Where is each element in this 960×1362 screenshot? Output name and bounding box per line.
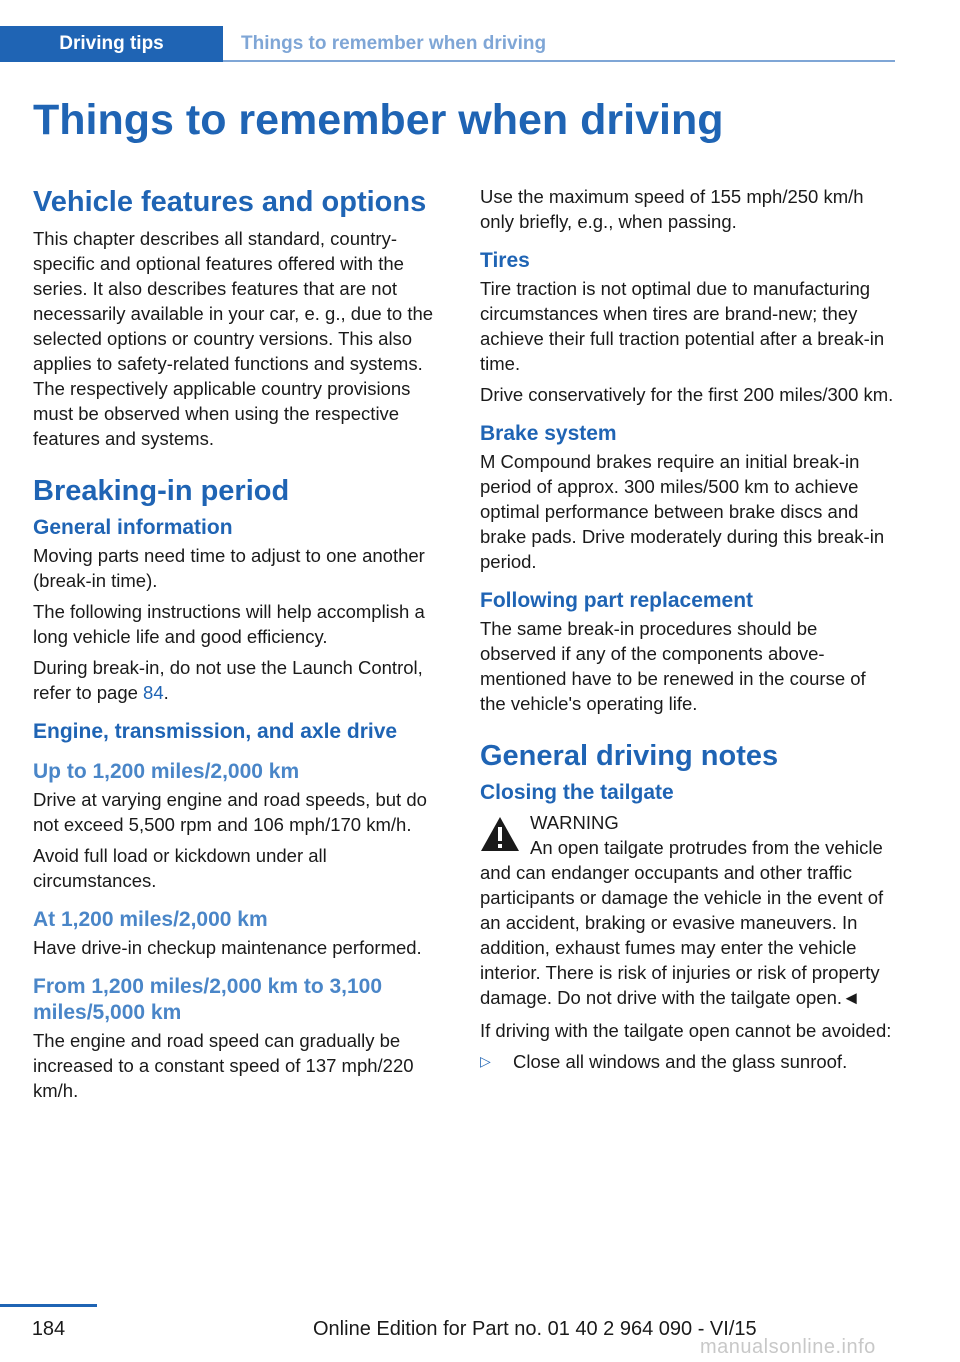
bullet-marker-icon: ▷ [480, 1053, 491, 1069]
brake-system-text: M Compound brakes require an initial break-in period of approx. 300 miles/500 km to achieve optimal performance between brake discs and brake pads. Drive moderately during this break-in period. [480, 451, 885, 572]
vehicle-features-text: This chapter describes all standard, country-specific and optional features offered with the series. It also describes features that are not necessarily available in your car, e. g., due to the selected options or country versions. This also applies to safety-related functions and systems. The respectively applicable country provisions must be observed when using the respective features and systems. [33, 228, 434, 449]
right-column [480, 184, 895, 1074]
vehicle-features-heading: Vehicle features and options [33, 186, 427, 218]
at-text: Have drive-in checkup maintenance performed. [33, 937, 422, 958]
page-number: 184 [31, 1318, 66, 1340]
launch-control-text-after: . [163, 682, 169, 703]
warning-label: WARNING [530, 812, 619, 833]
tires-text-1: Tire traction is not optimal due to manufacturing circumstances when tires are brand-new; they achieve their full traction potential after a break-in time. [480, 278, 885, 374]
tires-text-2: Drive conservatively for the first 200 miles/300 km. [480, 384, 894, 405]
chapter-tab: Driving tips [0, 26, 223, 62]
warning-block [480, 810, 895, 1010]
part-replacement-text: The same break-in procedures should be observed if any of the components above-mentioned have to be renewed in the course of the vehicle's operating life. [480, 618, 866, 714]
tires-heading: Tires [480, 249, 530, 272]
page-header [0, 26, 895, 62]
at-heading: At 1,200 miles/2,000 km [33, 908, 268, 931]
page-title: Things to remember when driving [33, 96, 724, 144]
up-to-heading: Up to 1,200 miles/2,000 km [33, 760, 300, 783]
left-column [33, 184, 448, 1109]
launch-control-text-before: During break-in, do not use the Launch Control, refer to page [33, 657, 423, 703]
max-speed-text: Use the maximum speed of 155 mph/250 km/h only briefly, e.g., when passing. [480, 186, 864, 232]
from-heading: From 1,200 miles/2,000 km to 3,100 miles/5,000 km [33, 975, 383, 1024]
warning-triangle-icon [480, 816, 520, 852]
watermark: manualsonline.info [700, 1336, 876, 1358]
warning-end-mark: ◄ [842, 987, 861, 1008]
warning-body: An open tailgate protrudes from the vehicle and can endanger occupants and other traffic participants or damage the vehicle in the event of an accident, braking or evasive maneuvers. In addition, exhaust fumes may enter the vehicle interior. There is risk of injuries or risk of property damage. Do not drive with the tailgate open. [480, 837, 884, 1008]
general-driving-notes-heading: General driving notes [480, 740, 779, 772]
warning-text [480, 835, 895, 1010]
list-item [480, 1049, 895, 1074]
general-information-heading: General information [33, 516, 233, 539]
up-to-text-1: Drive at varying engine and road speeds, but do not exceed 5,500 rpm and 106 mph/170 km/h. [33, 789, 427, 835]
page-link-84[interactable]: 84 [143, 682, 164, 703]
bullet-text: Close all windows and the glass sunroof. [513, 1051, 848, 1072]
part-replacement-heading: Following part replacement [480, 589, 754, 612]
avoid-text: If driving with the tailgate open cannot be avoided: [480, 1020, 892, 1041]
brake-system-heading: Brake system [480, 422, 617, 445]
instructions-text: The following instructions will help accomplish a long vehicle life and good efficiency. [33, 601, 425, 647]
from-text: The engine and road speed can gradually be increased to a constant speed of 137 mph/220 km/h. [33, 1030, 414, 1101]
section-tab: Things to remember when driving [241, 33, 547, 54]
launch-control-text [33, 655, 448, 705]
online-edition: Online Edition for Part no. 01 40 2 964 090 - VI/15 [313, 1318, 757, 1340]
up-to-text-2: Avoid full load or kickdown under all circumstances. [33, 845, 327, 891]
header-rule [223, 60, 895, 62]
closing-tailgate-heading: Closing the tailgate [480, 781, 674, 804]
general-information-text: Moving parts need time to adjust to one another (break-in time). [33, 545, 425, 591]
engine-transmission-heading: Engine, transmission, and axle drive [33, 720, 398, 743]
breaking-in-heading: Breaking-in period [33, 475, 290, 507]
footer-rule [0, 1304, 97, 1307]
